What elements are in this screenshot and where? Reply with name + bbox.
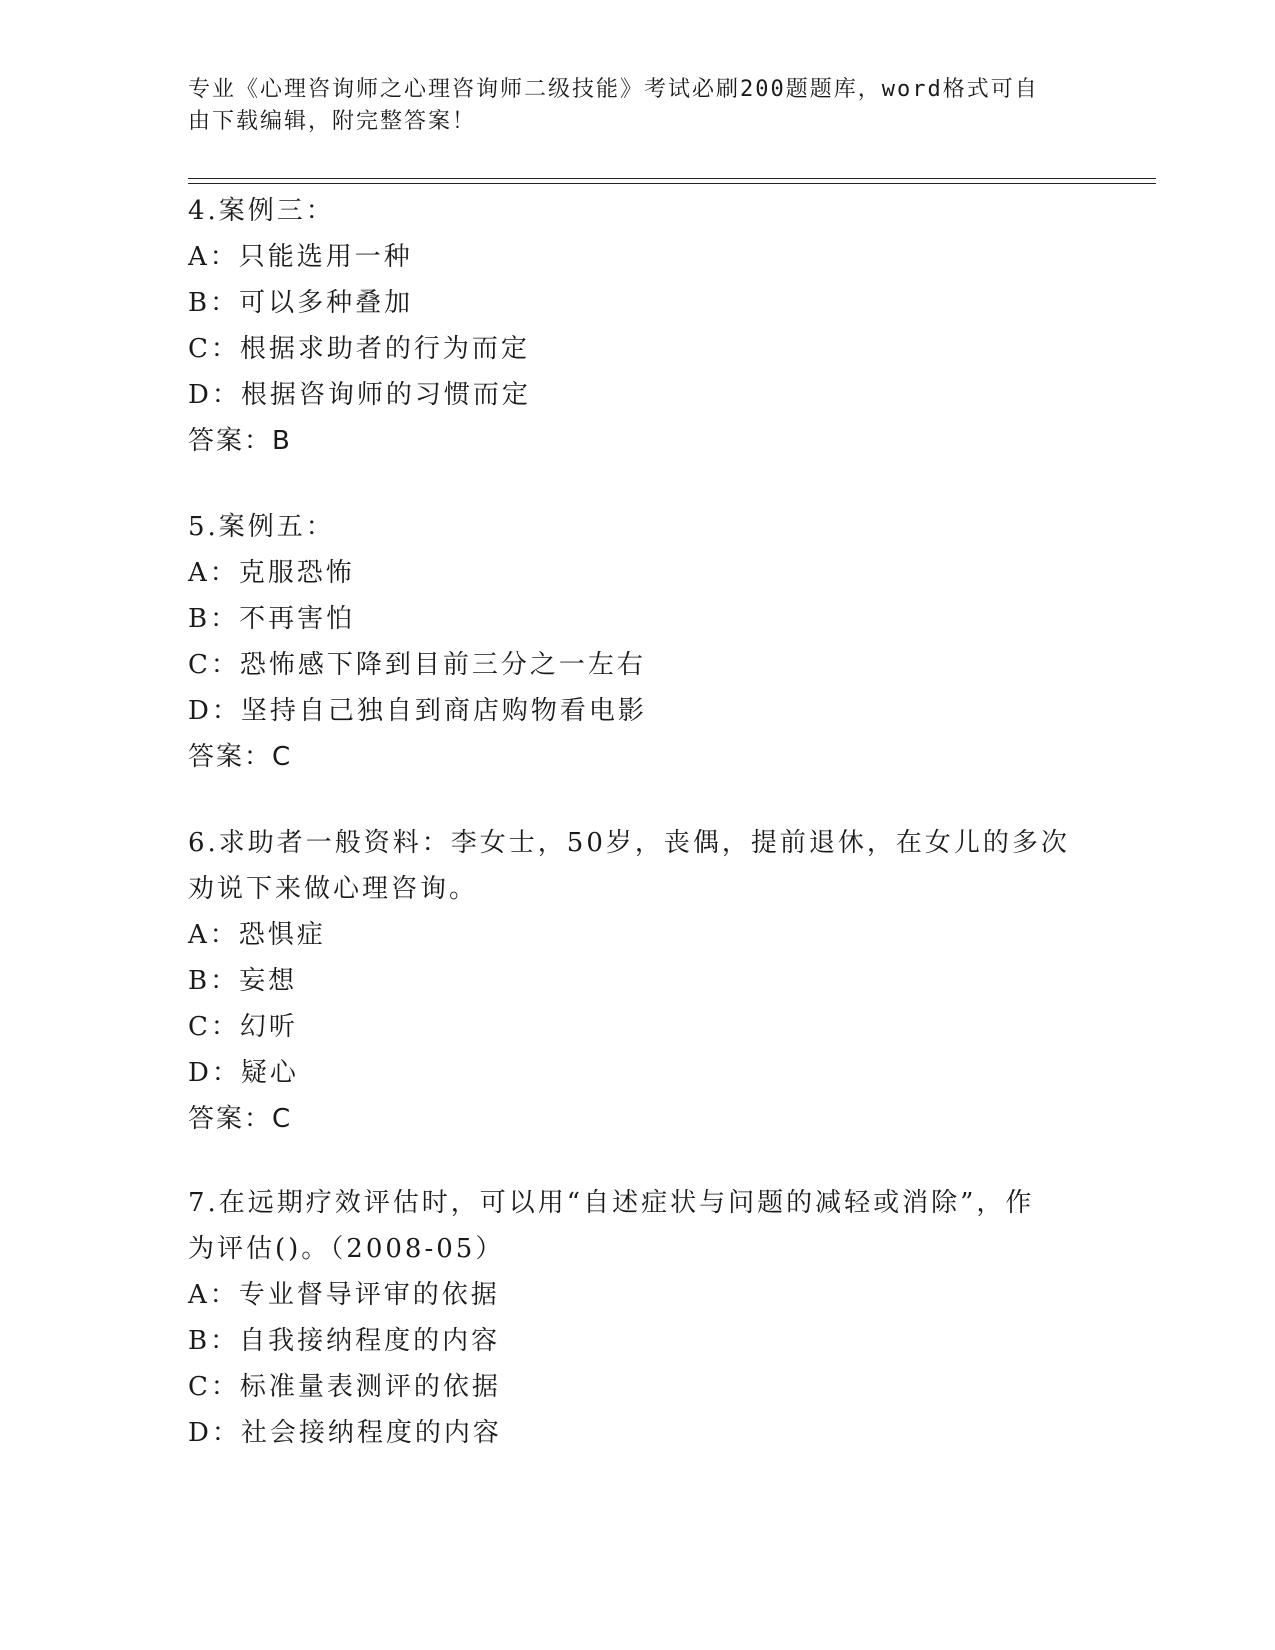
option-a: A：专业督导评审的依据 [188, 1280, 500, 1310]
option-c: C：幻听 [188, 1012, 298, 1042]
option-b: B：不再害怕 [188, 604, 356, 634]
option-c: C：标准量表测评的依据 [188, 1372, 501, 1402]
question-stem: 4.案例三： [188, 196, 335, 226]
option-d: D：疑心 [188, 1058, 299, 1088]
option-b: B：可以多种叠加 [188, 288, 414, 318]
question-stem-line-1: 6.求助者一般资料：李女士，50岁，丧偶，提前退休，在女儿的多次 [188, 828, 1070, 858]
answer: 答案：C [188, 1104, 293, 1134]
question-stem-line-1: 7.在远期疗效评估时，可以用“自述症状与问题的减轻或消除”，作 [188, 1188, 1035, 1218]
question-4 [188, 188, 1068, 464]
header-divider-top [188, 178, 1156, 179]
option-d: D：根据咨询师的习惯而定 [188, 380, 531, 410]
option-d: D：坚持自己独自到商店购物看电影 [188, 696, 647, 726]
header-title-line-2: 由下载编辑，附完整答案！ [188, 109, 477, 134]
answer: 答案：C [188, 742, 293, 772]
option-a: A：只能选用一种 [188, 242, 413, 272]
question-7 [188, 1180, 1068, 1456]
header-title-line-1: 专业《心理咨询师之心理咨询师二级技能》考试必刷200题题库，word格式可自 [188, 77, 1039, 102]
option-b: B：自我接纳程度的内容 [188, 1326, 501, 1356]
question-stem-line-2: 劝说下来做心理咨询。 [188, 874, 479, 904]
header-divider-bottom [188, 183, 1156, 184]
question-5 [188, 504, 1068, 780]
answer: 答案：B [188, 426, 292, 456]
question-stem-line-2: 为评估()。（2008-05） [188, 1234, 505, 1264]
option-a: A：恐惧症 [188, 920, 326, 950]
question-6 [188, 820, 1068, 1142]
option-c: C：根据求助者的行为而定 [188, 334, 530, 364]
document-header [188, 74, 1068, 138]
option-a: A：克服恐怖 [188, 558, 355, 588]
option-b: B：妄想 [188, 966, 298, 996]
option-d: D：社会接纳程度的内容 [188, 1418, 502, 1448]
question-stem: 5.案例五： [188, 512, 335, 542]
option-c: C：恐怖感下降到目前三分之一左右 [188, 650, 646, 680]
